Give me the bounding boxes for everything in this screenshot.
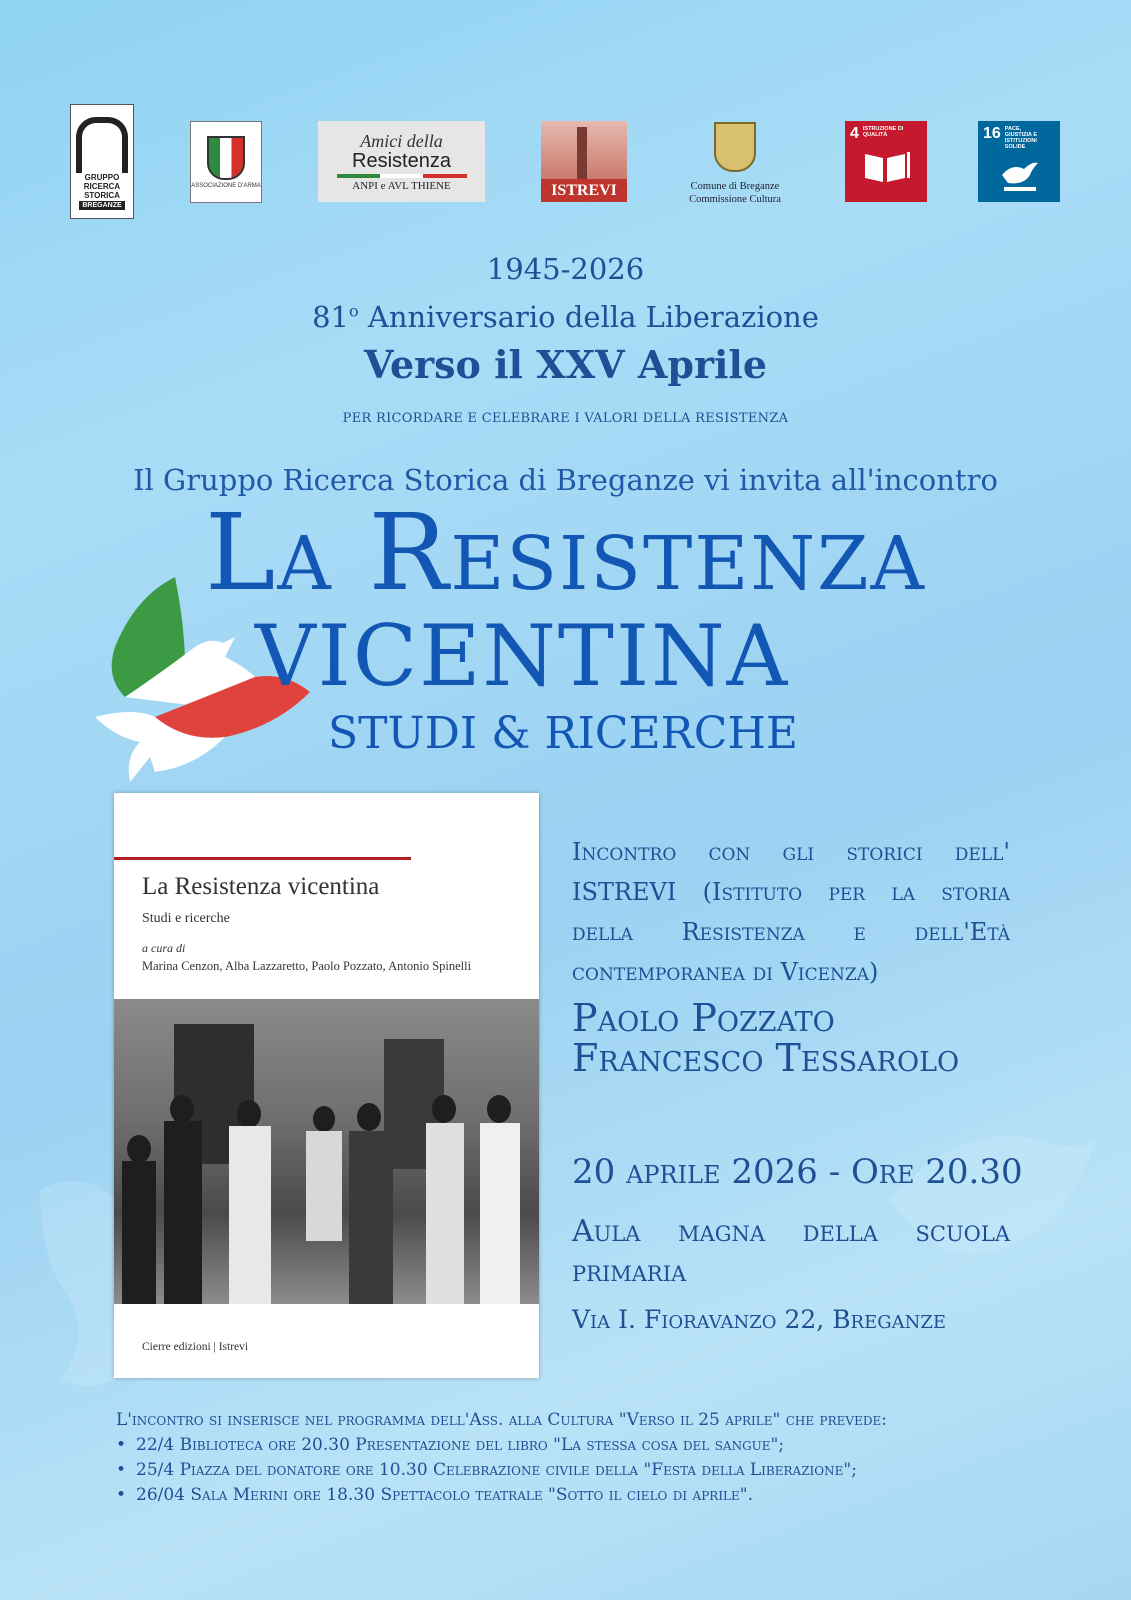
anniversary-sup: o [349,301,359,321]
book-red-rule [114,857,411,860]
logo-istrevi-label: ISTREVI [541,179,627,202]
sdg16-number: 16 [983,125,1001,142]
tower-icon [577,127,587,179]
speakers [572,998,959,1078]
logo-comune-breganze [676,112,794,216]
shield-icon [207,136,245,180]
logo-comune-line1: Comune di Breganze [690,181,780,192]
program-item: • 22/4 Biblioteca ore 20.30 Presentazione del libro "La stessa cosa del sangue"; [136,1433,887,1458]
logo-sdg-4 [845,121,927,202]
logo-amici-line2: Resistenza [352,149,451,172]
logo-sdg-16 [978,121,1060,202]
speaker-name: Paolo Pozzato [572,996,835,1040]
dove-gavel-icon [978,150,1060,197]
logo-comune-text [689,180,781,206]
book-curated-label: a cura di [142,941,186,955]
event-place-line2: primaria [572,1254,687,1289]
sdg16-text: PACE, GIUSTIZIA E ISTITUZIONI SOLIDE [1004,126,1037,150]
book-publisher: Cierre edizioni | Istrevi [142,1341,249,1353]
program-item: • 25/4 Piazza del donatore ore 10.30 Celebrazione civile della "Festa della Liberazione"; [136,1458,887,1483]
subtitle-heading: PER RICORDARE E CELEBRARE I VALORI DELLA RESISTENZA [342,411,789,426]
intro-line: contemporanea di Vicenza) [572,958,879,986]
sdg4-number: 4 [850,125,859,142]
sdg4-text: ISTRUZIONE DI QUALITÀ [862,126,904,138]
invite-heading: Il Gruppo Ricerca Storica di Breganze vi invita all'incontro [133,463,998,497]
title-line3: STUDI & RICERCHE [328,708,798,759]
book-pencil-icon [845,142,927,192]
anniversary-heading [0,300,1131,334]
logo-alpini-text: ASSOCIAZIONE D'ARMA [191,182,261,189]
years-heading: 1945-2026 [486,252,645,286]
town-crest-icon [714,122,756,172]
speaker-name: Francesco Tessarolo [572,1036,960,1080]
arch-icon [76,117,128,173]
verso-heading: Verso il XXV Aprile [363,342,768,387]
logo-grs-line: RICERCA [83,182,121,191]
logo-grs-line: STORICA [84,191,120,200]
logo-grs-line: GRUPPO [84,173,120,182]
italian-flag-stripe [337,174,467,178]
program-list [116,1433,887,1508]
logo-amici-resistenza [318,121,485,202]
logo-gruppo-ricerca-storica [70,104,134,219]
event-place-line1: Aula magna della scuola [572,1214,1010,1249]
logo-amici-line3: ANPI e AVL THIENE [352,179,451,192]
event-datetime: 20 aprile 2026 - Ore 20.30 [572,1152,1023,1192]
program-item: • 26/04 Sala Merini ore 18.30 Spettacolo teatrale "Sotto il cielo di aprile". [136,1483,887,1508]
logo-comune-line2: Commissione Cultura [689,194,781,205]
title-line2: VICENTINA [255,607,790,705]
book-authors: Marina Cenzon, Alba Lazzaretto, Paolo Pozzato, Antonio Spinelli [142,959,472,973]
book-cover [114,793,539,1378]
intro-line: Incontro con gli storici dell' [572,838,1010,866]
program-footer [116,1408,887,1508]
event-address: Via I. Fioravanzo 22, Breganze [572,1305,947,1334]
anniversary-number: 81 [312,300,350,334]
book-cover-photo [114,999,539,1304]
intro-line: della Resistenza e dell'Età [572,918,1010,946]
book-title: La Resistenza vicentina [142,873,380,900]
intro-line: ISTREVI (Istituto per la storia [572,878,1010,906]
program-intro: L'incontro si inserisce nel programma dell'Ass. alla Cultura "Verso il 25 aprile" che prevede: [116,1410,887,1430]
logo-grs-line: BREGANZE [79,201,124,210]
book-subtitle: Studi e ricerche [142,911,230,926]
logo-associazione-arma [190,121,262,203]
logo-amici-line1: Amici della [360,130,443,151]
event-place [572,1212,1010,1292]
logo-istrevi [541,121,627,202]
title-line1: La Resistenza [205,491,926,614]
anniversary-text: Anniversario della Liberazione [358,300,819,334]
